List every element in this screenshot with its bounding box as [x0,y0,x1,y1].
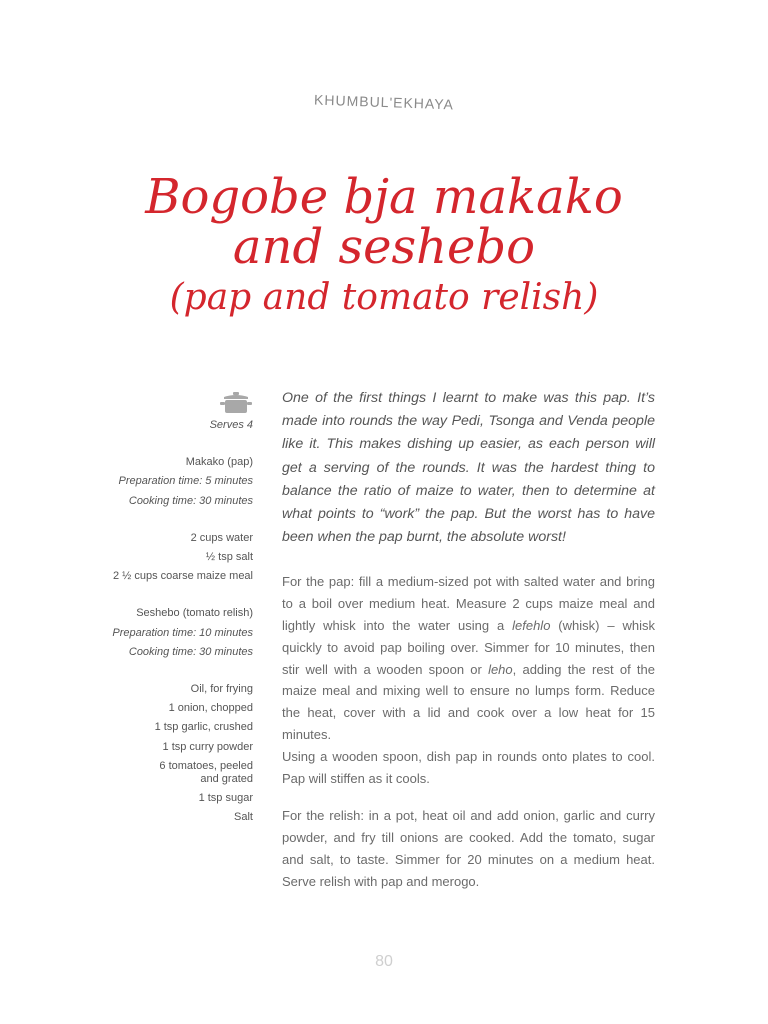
ingredients-sidebar [90,390,253,827]
title-subtitle: (pap and tomato relish) [169,277,599,318]
ingredient: 1 tsp curry powder [162,740,253,753]
ingredient: 2 ½ cups coarse maize meal [112,570,253,583]
title-line-2: and seshebo [232,219,536,275]
title-line-1: Bogobe bja makako [145,169,623,225]
relish-cook-time: Cooking time: 30 minutes [128,645,253,658]
pap-method: For the pap: fill a medium-sized pot with salted water and bring to a boil over medium heat. Measure 2 cups maize meal and lightly whisk into the water using a lefehlo (whisk) – whisk quickly to avoid pap boiling over. Simmer for 10 minutes, then stir well with a wooden spoon or leho, adding the rest of the maize meal and mixing well to ensure no lumps form. Reduce the heat, cover with a lid and cook over a low heat for 15 minutes. [282,574,655,742]
pap-serving: Using a wooden spoon, dish pap in rounds onto plates to cool. Pap will stiffen as it cools. [282,748,655,786]
ingredient: ½ tsp salt [205,551,253,564]
cooking-pot-icon [219,390,253,416]
ingredient: 1 tsp sugar [198,791,253,804]
pap-name: Makako (pap) [185,456,253,469]
ingredient: Oil, for frying [190,683,253,696]
pap-cook-time: Cooking time: 30 minutes [128,494,253,507]
pap-prep-time: Preparation time: 5 minutes [118,475,253,488]
page-number: 80 [375,953,393,970]
ingredient: Salt [234,811,253,824]
section-kicker: KHUMBUL'EKHAYA [313,91,455,113]
recipe-title [0,169,768,318]
ingredient: 2 cups water [190,531,253,544]
term-leho: leho [488,661,513,677]
relish-prep-time: Preparation time: 10 minutes [112,626,253,639]
serves: Serves 4 [209,419,253,431]
intro-paragraph: One of the first things I learnt to make was this pap. It’s made into rounds the way Pedi, Tsonga and Venda people like it. This makes dishing up easier, as each person will get a serving of the rounds. It was the hardest thing to balance the ratio of maize to water, then to determine at what points to “work” the pap. But the worst has to have been when the pap burnt, the absolute worst! [282,390,655,546]
ingredient: 6 tomatoes, peeled and grated [159,759,253,785]
term-lefehlo: lefehlo [512,618,551,634]
method-column [282,387,655,893]
ingredient: 1 tsp garlic, crushed [154,721,253,734]
relish-method: For the relish: in a pot, heat oil and add onion, garlic and curry powder, and fry till onions are cooked. Add the tomato, sugar and salt, to taste. Simmer for 20 minutes on a medium heat. Serve relish with pap and merogo. [282,808,655,889]
ingredient: 1 onion, chopped [168,702,253,715]
relish-name: Seshebo (tomato relish) [136,607,253,620]
